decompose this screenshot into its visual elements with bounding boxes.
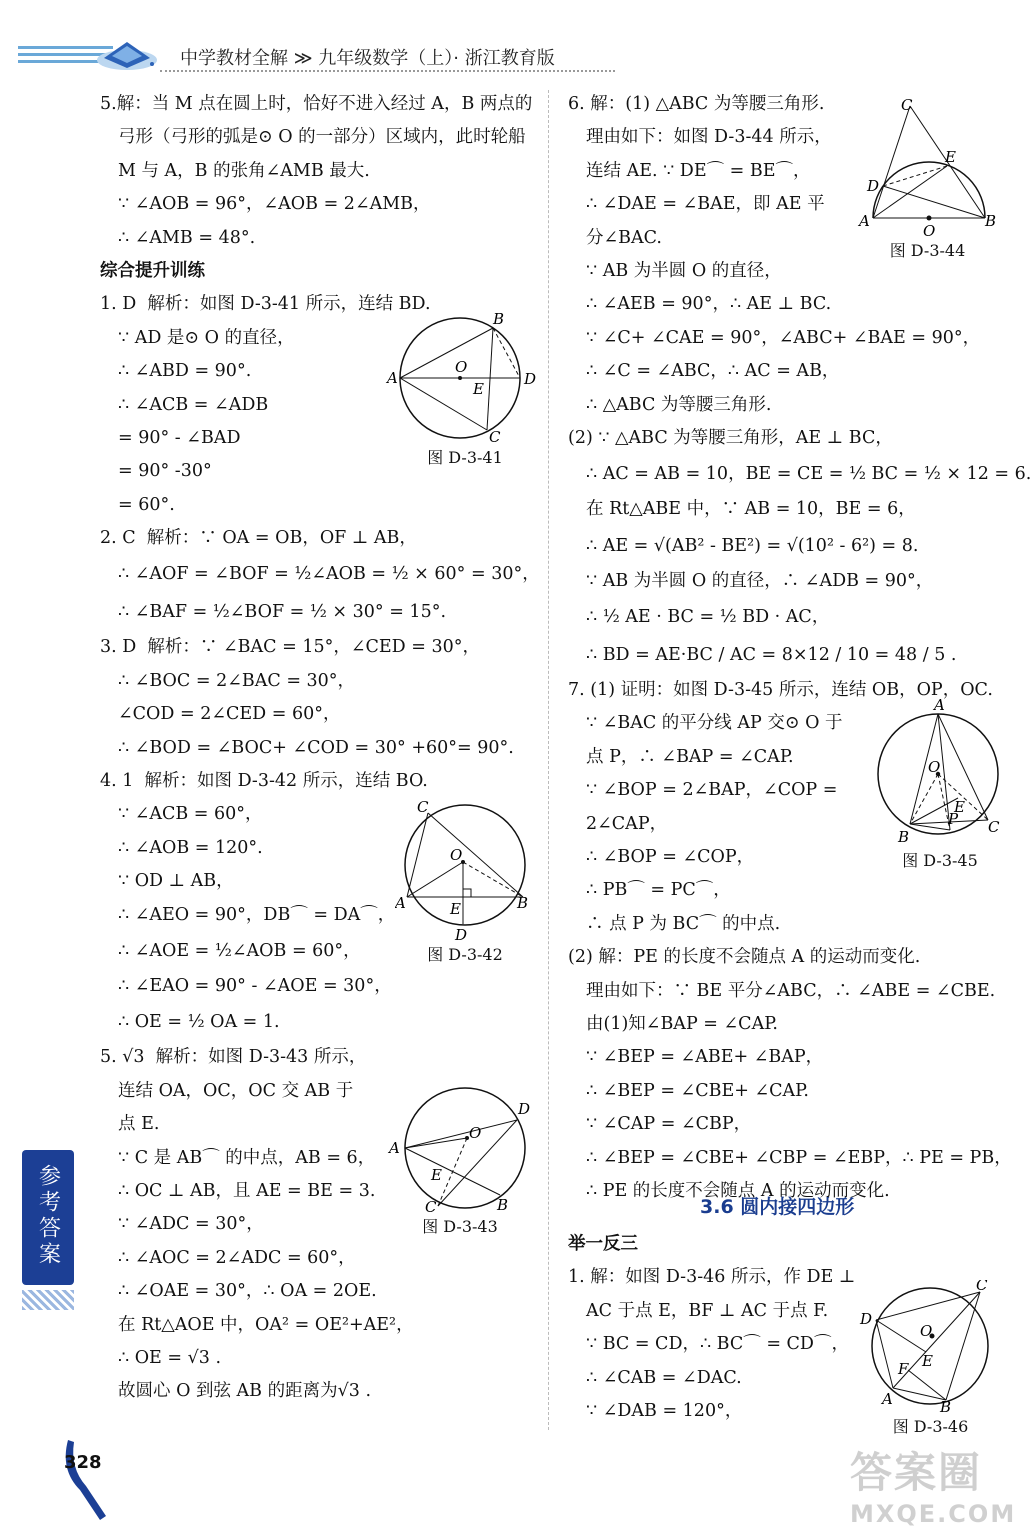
- page-header: [0, 0, 1033, 80]
- watermark-text: 答案圈: [850, 1448, 983, 1497]
- circle-diagram: [858, 1280, 1003, 1412]
- text-line: ∴ ∠BOC = 2∠BAC = 30°，: [118, 670, 356, 691]
- text-line: ∴ ∠AOC = 2∠ADC = 60°，: [118, 1247, 356, 1268]
- section-title: 3.6 圆内接四边形: [700, 1196, 855, 1218]
- text-line: ∴ PE 的长度不会随点 A 的运动而变化.: [586, 1180, 890, 1201]
- text-line: 1. D 解析：如图 D-3-41 所示，连结 BD.: [100, 294, 431, 315]
- point-label: E: [450, 900, 461, 918]
- text-line: 7. (1) 证明：如图 D-3-45 所示，连结 OB，OP，OC.: [568, 680, 993, 701]
- text-line: 分∠BAC.: [586, 227, 662, 248]
- text-line: ∵ ∠BEP = ∠ABE+ ∠BAP，: [586, 1047, 824, 1068]
- circle-diagram: [385, 1080, 535, 1212]
- point-label: C: [988, 818, 1000, 836]
- text-line: ∴ ∠BOD = ∠BOC+ ∠COD = 30° +60°= 90°.: [118, 737, 514, 758]
- figure-caption: 图 D-3-42: [427, 945, 503, 964]
- text-line: ∴ OE = √3 .: [118, 1347, 222, 1368]
- subsection-heading: 举一反三: [568, 1234, 638, 1254]
- figure-d-3-43: [385, 1080, 535, 1237]
- point-label: A: [859, 212, 870, 230]
- book-logo-icon: [92, 34, 162, 74]
- point-label: D: [524, 370, 537, 388]
- text-line: 连结 AE. ∵ DE⌒ = BE⌒，: [586, 160, 811, 181]
- figure-d-3-46: [858, 1280, 1003, 1437]
- point-label: C: [489, 428, 501, 443]
- figure-caption: 图 D-3-43: [422, 1217, 498, 1236]
- point-label: A: [387, 369, 398, 387]
- text-line: ∴ ∠AEB = 90°，∴ AE ⊥ BC.: [586, 294, 832, 315]
- figure-d-3-45: [870, 696, 1010, 871]
- point-label: D: [455, 926, 468, 940]
- point-label: A: [882, 1390, 893, 1408]
- text-line: 由(1)知∠BAP = ∠CAP.: [586, 1013, 778, 1034]
- text-line: ∵ ∠DAB = 120°，: [586, 1400, 743, 1421]
- text-line: ∴ AC = AB = 10，BE = CE = ½ BC = ½ × 12 = 6.: [586, 464, 1032, 485]
- text-line: ∵ BC = CD，∴ BC⌒ = CD⌒，: [586, 1334, 849, 1355]
- circle-diagram: [385, 308, 545, 443]
- point-label: B: [493, 310, 505, 328]
- book-title: 中学教材全解 ≫ 九年级数学（上）· 浙江教育版: [180, 48, 555, 69]
- semicircle-diagram: [855, 96, 1000, 236]
- point-label: O: [455, 358, 468, 376]
- text-line: ∴ ∠CAB = ∠DAC.: [586, 1367, 742, 1388]
- point-label: C: [976, 1280, 988, 1294]
- text-line: 理由如下：∵ BE 平分∠ABC，∴ ∠ABE = ∠CBE.: [586, 980, 996, 1001]
- point-label: E: [954, 798, 965, 816]
- text-line: ∴ ∠AMB = 48°.: [118, 227, 256, 248]
- text-line: ∴ ∠DAE = ∠BAE，即 AE 平: [586, 194, 825, 215]
- text-line: M 与 A，B 的张角∠AMB 最大.: [118, 160, 370, 181]
- watermark: [850, 1440, 1020, 1530]
- point-label: A: [934, 696, 945, 714]
- header-rule: [160, 70, 615, 72]
- text-line: ∴ ∠AOE = ½∠AOB = 60°，: [118, 940, 361, 961]
- text-line: 点 P，∴ ∠BAP = ∠CAP.: [586, 746, 794, 767]
- text-line: ∴ ∠C = ∠ABC，∴ AC = AB，: [586, 361, 840, 382]
- text-line: AC 于点 E，BF ⊥ AC 于点 F.: [586, 1300, 829, 1321]
- text-line: 3. D 解析：∵ ∠BAC = 15°，∠CED = 30°，: [100, 637, 481, 658]
- side-tab-label: 参考答案: [35, 1164, 61, 1268]
- point-label: C: [901, 96, 913, 114]
- text-line: 在 Rt△AOE 中，OA² = OE²+AE²，: [118, 1314, 414, 1335]
- point-label: O: [469, 1124, 482, 1142]
- text-line: 2. C 解析：∵ OA = OB，OF ⊥ AB，: [100, 528, 417, 549]
- text-line: ∵ AB 为半圆 O 的直径，∴ ∠ADB = 90°，: [586, 570, 934, 591]
- text-line: 2∠CAP，: [586, 813, 668, 834]
- point-label: A: [395, 894, 406, 912]
- text-line: 故圆心 O 到弦 AB 的距离为√3 .: [118, 1381, 372, 1402]
- text-line: ∴ PB⌒ = PC⌒，: [586, 880, 731, 901]
- text-line: 5. √3 解析：如图 D-3-43 所示，: [100, 1047, 367, 1068]
- text-line: ∴ BD = AE·BC / AC = 8×12 / 10 = 48 / 5 .: [586, 645, 957, 666]
- text-line: ∴ ∠AOF = ∠BOF = ½∠AOB = ½ × 60° = 30°，: [118, 564, 540, 585]
- text-line: ∠COD = 2∠CED = 60°，: [118, 704, 341, 725]
- point-label: O: [923, 222, 936, 236]
- text-line: ∵ ∠CAP = ∠CBP，: [586, 1114, 752, 1135]
- point-label: B: [517, 894, 529, 912]
- text-line: = 90° -30°: [118, 461, 212, 482]
- point-label: B: [497, 1196, 509, 1212]
- point-label: O: [450, 846, 463, 864]
- text-line: 理由如下：如图 D-3-44 所示，: [586, 127, 832, 148]
- watermark-url: MXQE.COM: [850, 1500, 1017, 1528]
- point-label: P: [948, 810, 959, 828]
- text-line: ∵ ∠BAC 的平分线 AP 交⊙ O 于: [586, 713, 843, 734]
- text-line: 在 Rt△ABE 中，∵ AB = 10，BE = 6，: [586, 499, 916, 520]
- text-line: ∵ ∠AOB = 96°，∠AOB = 2∠AMB，: [118, 194, 431, 215]
- text-line: ∴ AE = √(AB² - BE²) = √(10² - 6²) = 8.: [586, 535, 919, 556]
- text-line: ∴ ∠BAF = ½∠BOF = ½ × 30° = 15°.: [118, 602, 447, 623]
- text-line: ∴ ∠BEP = ∠CBE+ ∠CBP = ∠EBP，∴ PE = PB，: [586, 1147, 1012, 1168]
- point-label: F: [898, 1360, 909, 1378]
- text-line: (2) 解：PE 的长度不会随点 A 的运动而变化.: [568, 947, 921, 968]
- text-line: 5.解：当 M 点在圆上时，恰好不进入经过 A，B 两点的: [100, 94, 533, 114]
- figure-caption: 图 D-3-46: [892, 1417, 969, 1436]
- text-line: 弓形（弓形的弧是⊙ O 的一部分）区域内，此时轮船: [118, 127, 526, 148]
- figure-caption: 图 D-3-44: [889, 241, 966, 260]
- circle-diagram: [870, 696, 1010, 846]
- figure-d-3-42: [395, 800, 535, 965]
- point-label: C: [417, 800, 429, 816]
- side-tab-hatch: [22, 1290, 74, 1310]
- figure-d-3-41: [385, 308, 545, 468]
- text-line: = 90° - ∠BAD: [118, 427, 241, 448]
- point-label: A: [389, 1139, 400, 1157]
- text-line: 6. 解：(1) △ABC 为等腰三角形.: [568, 94, 825, 114]
- text-line: 4. 1 解析：如图 D-3-42 所示，连结 BO.: [100, 771, 428, 792]
- point-label: B: [985, 212, 997, 230]
- text-line: ∴ ∠BEP = ∠CBE+ ∠CAP.: [586, 1080, 809, 1101]
- point-label: D: [518, 1100, 531, 1118]
- text-line: ∵ AB 为半圆 O 的直径，: [586, 260, 782, 281]
- subsection-heading: 综合提升训练: [100, 260, 205, 281]
- text-line: ∴ OC ⊥ AB，且 AE = BE = 3.: [118, 1180, 376, 1201]
- text-line: ∴ ∠BOP = ∠COP，: [586, 847, 755, 868]
- page-number: 328: [64, 1452, 102, 1473]
- point-label: O: [928, 758, 941, 776]
- text-line: ∵ ∠ACB = 60°，: [118, 804, 263, 825]
- text-line: ∴ △ABC 为等腰三角形.: [586, 394, 772, 415]
- figure-caption: 图 D-3-41: [427, 448, 503, 467]
- text-line: ∴ ∠EAO = 90° - ∠AOE = 30°，: [118, 975, 392, 996]
- text-line: ∴ 点 P 为 BC⌒ 的中点.: [586, 913, 781, 934]
- text-line: ∴ ∠ACB = ∠ADB: [118, 394, 269, 415]
- point-label: E: [431, 1166, 442, 1184]
- point-label: O: [920, 1322, 933, 1340]
- text-line: ∴ ∠AOB = 120°.: [118, 837, 263, 858]
- point-label: E: [922, 1352, 933, 1370]
- text-line: ∵ C 是 AB⌒ 的中点，AB = 6，: [118, 1147, 376, 1168]
- text-line: ∴ ∠AEO = 90°，DB⌒ = DA⌒，: [118, 904, 396, 925]
- text-line: ∵ ∠BOP = 2∠BAP，∠COP =: [586, 780, 838, 801]
- text-line: ∵ ∠C+ ∠CAE = 90°，∠ABC+ ∠BAE = 90°，: [586, 327, 981, 348]
- text-line: (2) ∵ △ABC 为等腰三角形，AE ⊥ BC，: [568, 427, 893, 448]
- text-line: = 60°.: [118, 494, 175, 515]
- text-line: ∵ OD ⊥ AB，: [118, 871, 234, 892]
- point-label: E: [473, 380, 484, 398]
- figure-d-3-44: [855, 96, 1000, 261]
- point-label: D: [860, 1310, 873, 1328]
- text-line: 连结 OA，OC，OC 交 AB 于: [118, 1080, 354, 1101]
- point-label: B: [898, 828, 910, 846]
- point-label: E: [945, 148, 956, 166]
- text-line: ∴ OE = ½ OA = 1.: [118, 1012, 280, 1033]
- text-line: ∴ ½ AE · BC = ½ BD · AC，: [586, 607, 830, 628]
- text-line: ∵ AD 是⊙ O 的直径，: [118, 327, 295, 348]
- point-label: C: [425, 1198, 437, 1212]
- circle-diagram: [395, 800, 535, 940]
- text-line: 1. 解：如图 D-3-46 所示，作 DE ⊥: [568, 1267, 856, 1288]
- figure-caption: 图 D-3-45: [902, 851, 978, 870]
- text-line: ∴ ∠OAE = 30°，∴ OA = 2OE.: [118, 1281, 377, 1302]
- text-line: ∵ ∠ADC = 30°，: [118, 1214, 264, 1235]
- answer-key-side-tab: [22, 1150, 74, 1285]
- point-label: B: [940, 1398, 952, 1412]
- text-line: 点 E.: [118, 1114, 160, 1135]
- point-label: D: [867, 177, 880, 195]
- text-line: ∴ ∠ABD = 90°.: [118, 361, 252, 382]
